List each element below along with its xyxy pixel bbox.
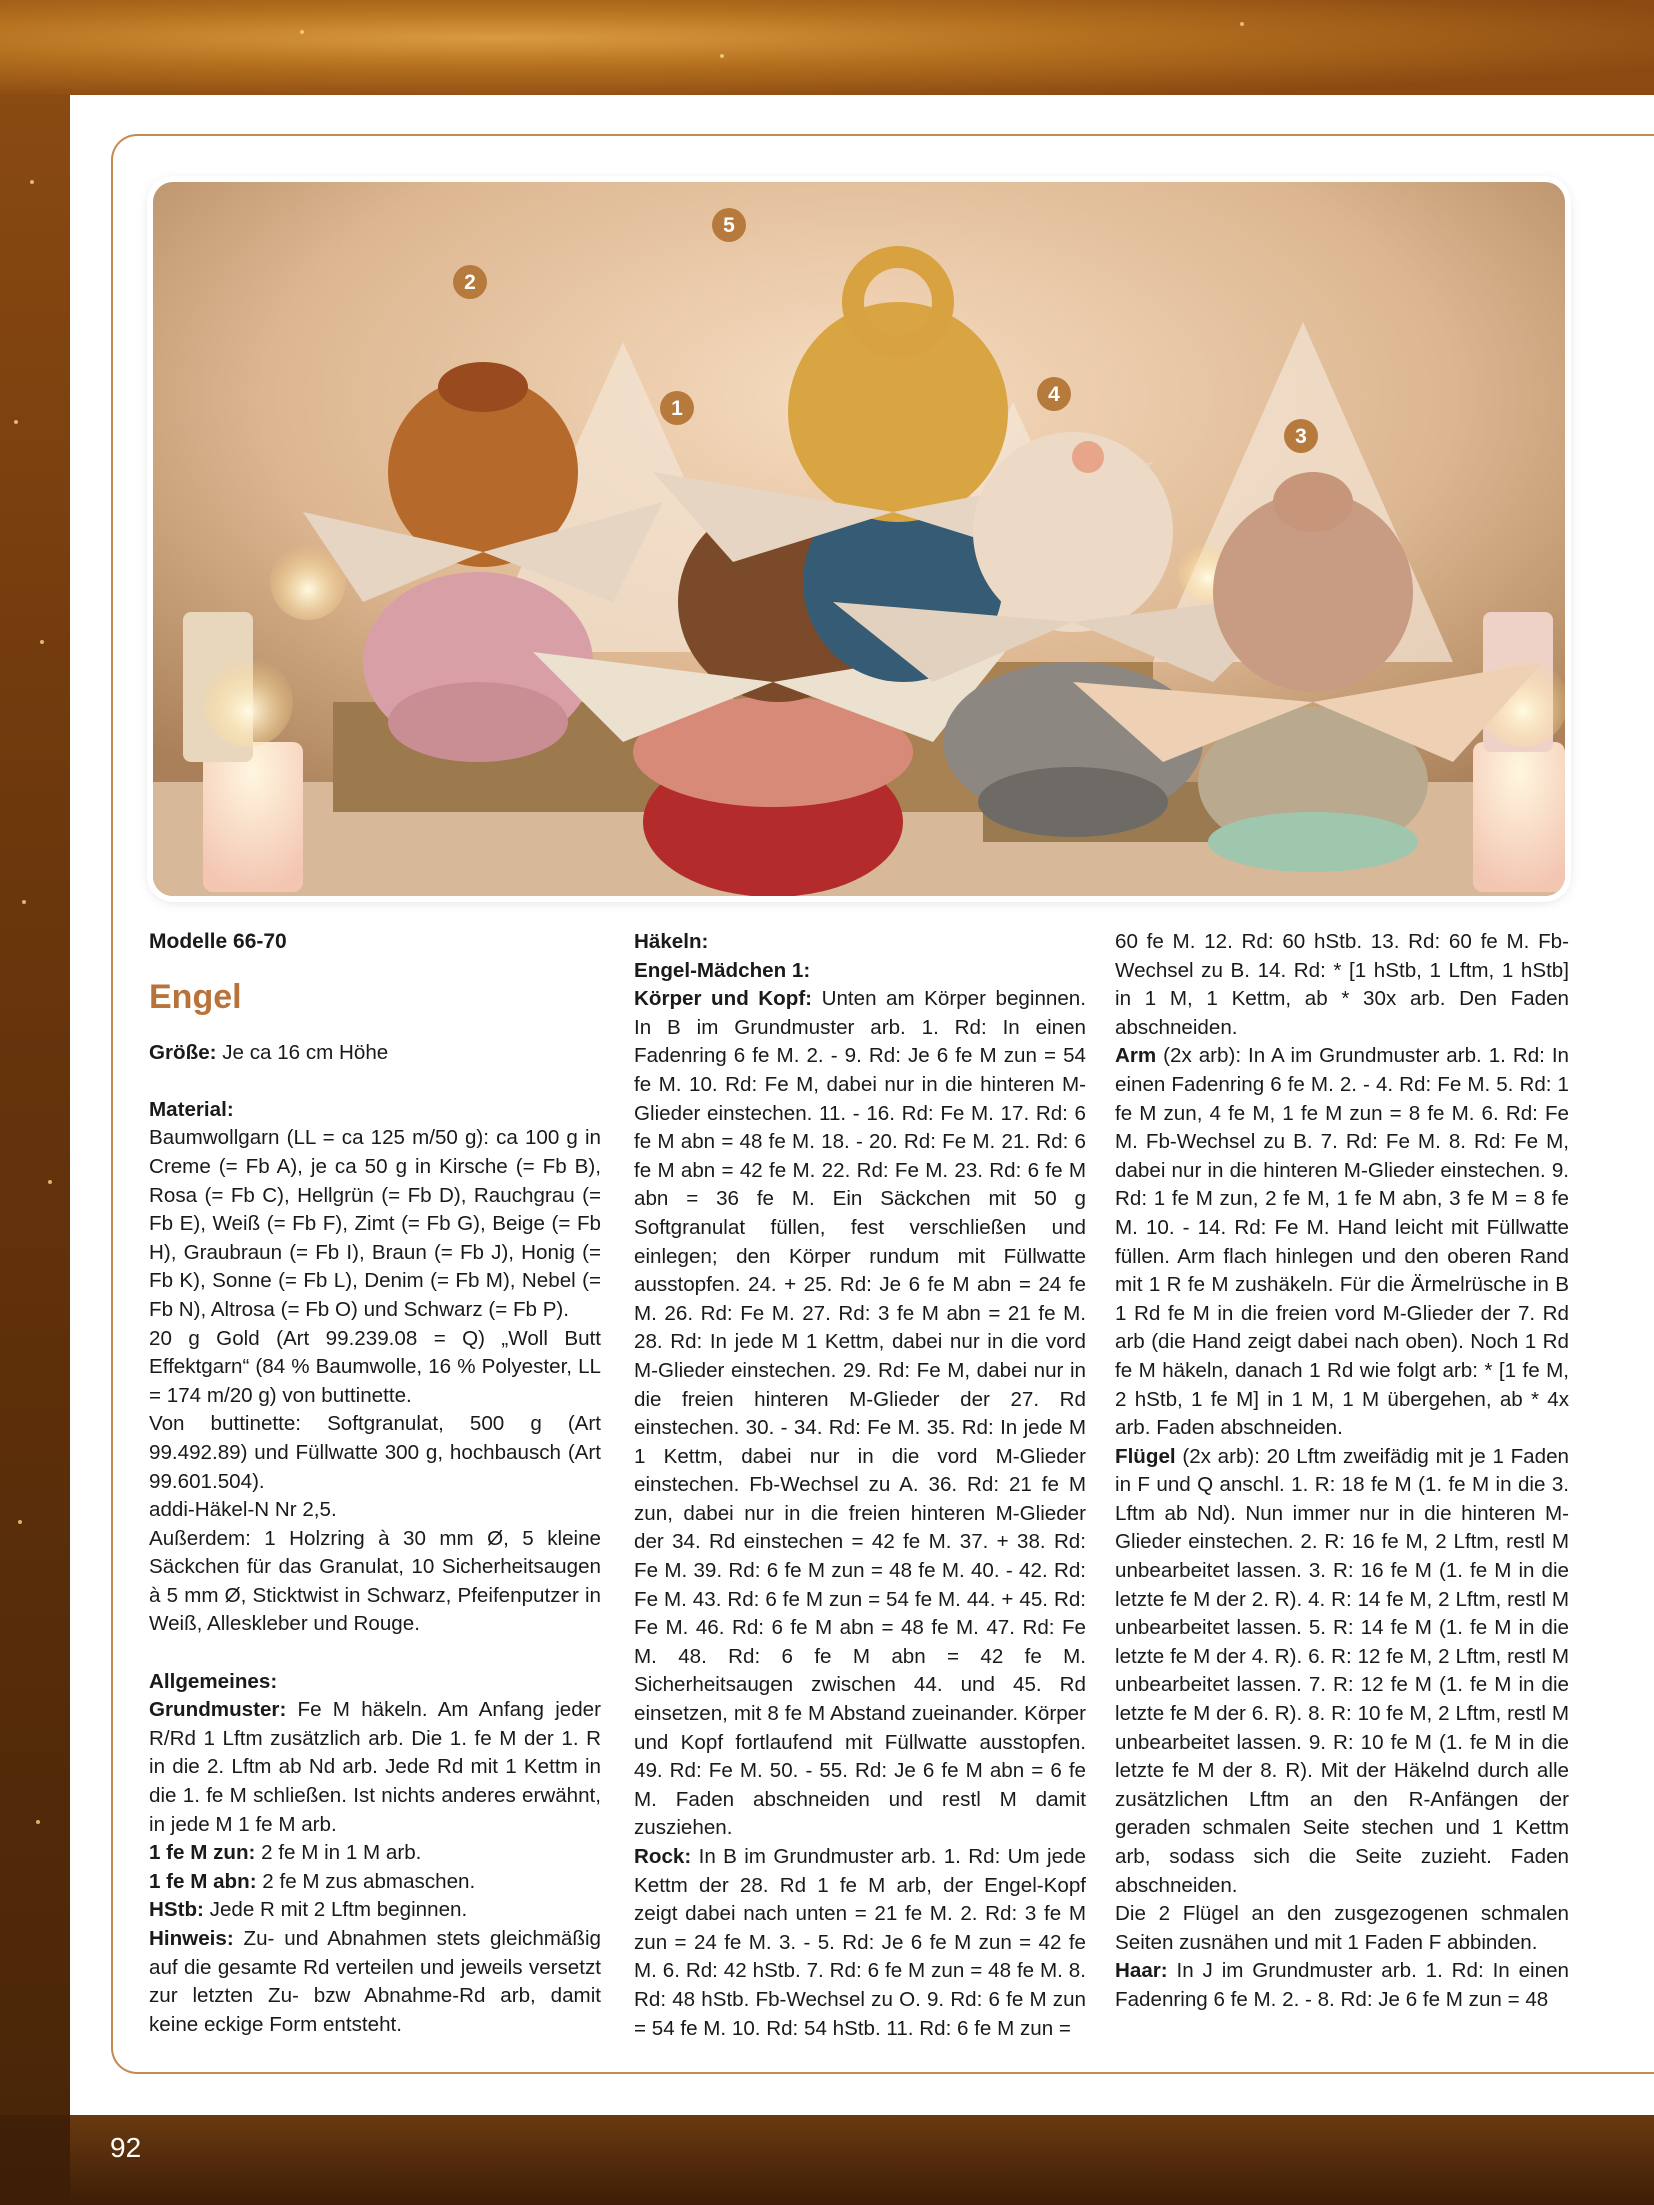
svg-text:5: 5 — [723, 214, 735, 237]
model-label: Modelle 66-70 — [149, 930, 287, 953]
page-title: Engel — [149, 977, 242, 1016]
grundmuster-label: Grundmuster: — [149, 1698, 287, 1722]
marker-1 — [660, 391, 694, 425]
buttinette-text: Von buttinette: Softgranulat, 500 g (Art 99.492.89) und Füllwatte 300 g, hochbausch (Art 99.601.504). — [149, 1412, 601, 1493]
left-background — [0, 95, 70, 2115]
continued-text: 60 fe M. 12. Rd: 60 hStb. 13. Rd: 60 fe M. Fb-Wechsel zu B. 14. Rd: * [1 hStb, 1 Lftm, 1 hStb] in 1 M, 1 Kettm, ab * 30x arb. Den Faden abschneiden. — [1115, 930, 1569, 1039]
size-label: Größe: — [149, 1040, 217, 1064]
material-text: Baumwollgarn (LL = ca 125 m/50 g): ca 100 g in Creme (= Fb A), je ca 50 g in Kirsche (= Fb B), Rosa (= Fb C), Hellgrün (= Fb D), Rauchgrau (= Fb E), Weiß (= Fb F), Zimt (= Fb G), Beige (= Fb H), Graubraun (= Fb I), Braun (= Fb J), Honig (= Fb K), Sonne (= Fb L), Denim (= Fb M), Nebel (= Fb N), Altrosa (= Fb O) und Schwarz (= Fb P). — [149, 1126, 601, 1321]
grundmuster-line — [149, 1696, 601, 1839]
column-3 — [1115, 928, 1569, 2015]
body-section — [634, 985, 1086, 1843]
body-text: Unten am Körper beginnen. In B im Grundmuster arb. 1. Rd: In einen Fadenring 6 fe M. 2. - 9. Rd: Je 6 fe M zun = 54 fe M. 10. Rd: Fe M, dabei nur in die hinteren M-Glieder einstechen. 11. - 16. Rd: Fe M. 17. Rd: 6 fe M abn = 48 fe M. 18. - 20. Rd: Fe M. 21. Rd: 6 fe M abn = 42 fe M. 22. Rd: Fe M. 23. Rd: 6 fe M abn = 36 fe M. Ein Säckchen mit 50 g Softgranulat füllen, fest verschließen und einlegen; den Körper rundum mit Füllwatte ausstopfen. 24. + 25. Rd: Je 6 fe M abn = 24 fe M. 26. Rd: Fe M. 27. Rd: 3 fe M abn = 21 fe M. 28. Rd: In jede M 1 Kettm, dabei nur in die vord M-Glieder einstechen. 29. Rd: Fe M, dabei nur in die freien hinteren M-Glieder der 27. Rd einstechen. 30. - 34. Rd: Fe M. 35. Rd: In jede M 1 Kettm, dabei nur in die vord M-Glieder einstechen. Fb-Wechsel zu A. 36. Rd: 21 fe M zun, dabei nur in die freien hinteren M-Glieder der 34. Rd einstechen = 42 fe M. 37. + 38. Rd: Fe M. 39. Rd: 6 fe M zun = 48 fe M. 40. - 42. Rd: Fe M. 43. Rd: 6 fe M zun = 54 fe M. 44. + 45. Rd: Fe M. 46. Rd: 6 fe M abn = 48 fe M. 47. Rd: Fe M. 48. Rd: 6 fe M abn = 42 fe M. Sicherheitsaugen zwischen 44. und 45. Rd einsetzen, mit 8 fe M Abstand zueinander. Körper und Kopf fortlaufend mit Füllwatte ausstopfen. 49. Rd: Fe M. 50. - 55. Rd: Je 6 fe M abn = 6 fe M. Faden abschneiden und restl M damit zusziehen. — [634, 987, 1086, 1840]
wing-section — [1115, 1443, 1569, 1901]
angel-subheading: Engel-Mädchen 1: — [634, 958, 811, 982]
hair-section — [1115, 1957, 1569, 2014]
abn-line — [149, 1868, 601, 1897]
hstb-text: Jede R mit 2 Lftm beginnen. — [209, 1898, 468, 1922]
hair-label: Haar: — [1115, 1959, 1168, 1983]
zun-text: 2 fe M in 1 M arb. — [261, 1841, 422, 1865]
arm-text: (2x arb): In A im Grundmuster arb. 1. Rd: In einen Fadenring 6 fe M. 2. - 4. Rd: Fe M. 5. Rd: 1 fe M zun, 4 fe M, 1 fe M zun = 8 fe M. 6. Rd: Fe M. Fb-Wechsel zu B. 7. Rd: Fe M. 8. Rd: Fe M, dabei nur in die hinteren M-Glieder einstechen. 9. Rd: 1 fe M zun, 2 fe M, 1 fe M abn, 3 fe M = 8 fe M. 10. - 14. Rd: Fe M. Hand leicht mit Füllwatte füllen. Arm flach hinlegen und den oberen Rand mit 1 R fe M zushäkeln. Für die Ärmelrüsche in B 1 Rd fe M in die freien vord M-Glieder der 7. Rd arb (die Hand zeigt dabei nach oben). Noch 1 Rd fe M häkeln, danach 1 Rd wie folgt arb: * [1 fe M, 2 hStb, 1 fe M] in 1 M, 1 M übergehen, ab * 4x arb. Faden abschneiden. — [1115, 1044, 1569, 1440]
size-line — [149, 1039, 601, 1068]
svg-text:2: 2 — [464, 271, 476, 294]
hinweis-text: Zu- und Abnahmen stets gleichmäßig auf die gesamte Rd verteilen und jeweils versetzt zur letzten Zu- bzw Abnahme-Rd arb, damit keine eckige Form entsteht. — [149, 1927, 601, 2036]
header-background — [0, 0, 1654, 95]
hinweis-line — [149, 1925, 601, 2039]
skirt-label: Rock: — [634, 1845, 692, 1868]
marker-4 — [1037, 377, 1071, 411]
marker-5 — [712, 208, 746, 242]
column-2 — [634, 928, 1086, 2043]
skirt-text: In B im Grundmuster arb. 1. Rd: Um jede Kettm der 28. Rd 1 fe M arb, der Engel-Kopf zeigt dabei nach unten = 21 fe M. 2. Rd: 3 fe M zun = 24 fe M. 3. - 5. Rd: Je 6 fe M zun = 42 fe M. 6. Rd: 42 hStb. 7. Rd: 6 fe M zun = 48 fe M. 8. Rd: 48 hStb. Fb-Wechsel zu O. 9. Rd: 6 fe M zun = 54 fe M. 10. Rd: 54 hStb. 11. Rd: 6 fe M zun = — [634, 1845, 1086, 2040]
hair-text: In J im Grundmuster arb. 1. Rd: In einen Fadenring 6 fe M. 2. - 8. Rd: Je 6 fe M zun = 48 — [1115, 1959, 1569, 2011]
extra-text: Außerdem: 1 Holzring à 30 mm Ø, 5 kleine Säckchen für das Granulat, 10 Sicherheitsaugen à 5 mm Ø, Sticktwist in Schwarz, Pfeifenputzer in Weiß, Alleskleber und Rouge. — [149, 1526, 601, 1636]
material-heading: Material: — [149, 1097, 234, 1121]
svg-text:1: 1 — [671, 397, 683, 420]
skirt-section — [634, 1843, 1086, 2043]
general-heading: Allgemeines: — [149, 1669, 278, 1693]
abn-text: 2 fe M zus abmaschen. — [262, 1869, 476, 1893]
zun-label: 1 fe M zun: — [149, 1841, 256, 1865]
page-number: 92 — [110, 2132, 142, 2163]
arm-section — [1115, 1042, 1569, 1442]
svg-text:3: 3 — [1295, 425, 1307, 448]
marker-3 — [1284, 419, 1318, 453]
angels-photo — [153, 182, 1565, 896]
body-label: Körper und Kopf: — [634, 987, 813, 1011]
hstb-label: HStb: — [149, 1898, 204, 1922]
wing-label: Flügel — [1115, 1444, 1176, 1468]
hinweis-label: Hinweis: — [149, 1927, 234, 1950]
hstb-line — [149, 1896, 601, 1925]
hook-text: addi-Häkel-N Nr 2,5. — [149, 1498, 337, 1522]
abn-label: 1 fe M abn: — [149, 1869, 257, 1893]
arm-label: Arm — [1115, 1044, 1157, 1068]
footer-band — [70, 2115, 1654, 2205]
marker-2 — [453, 265, 487, 299]
column-1 — [149, 928, 601, 2039]
join-text: Die 2 Flügel an den zusgezogenen schmalen Seiten zusnähen und mit 1 Faden F abbinden. — [1115, 1902, 1569, 1954]
zun-line — [149, 1839, 601, 1868]
wing-text: (2x arb): 20 Lftm zweifädig mit je 1 Faden in F und Q anschl. 1. R: 18 fe M (1. fe M in die 3. Lftm ab Nd). Nun immer nur in die hinteren M-Glieder einstechen. 2. R: 16 fe M, 2 Lftm, restl M unbearbeitet lassen. 3. R: 16 fe M (1. fe M in die letzte fe M der 2. R). 4. R: 14 fe M, 2 Lftm, restl M unbearbeitet lassen. 5. R: 14 fe M (1. fe M in die letzte fe M der 4. R). 6. R: 12 fe M, 2 Lftm, restl M unbearbeitet lassen. 7. R: 12 fe M (1. fe M in die letzte fe M der 6. R). 8. R: 10 fe M, 2 Lftm, restl M unbearbeitet lassen. 9. R: 10 fe M (1. fe M in die letzte fe M der 8. R). Mit der Häkelnd durch alle zusätzlichen Lftm an den R-Anfängen der geraden schmalen Seite stechen und 1 Kettm arb, sodass sich die Seite zuzieht. Faden abschneiden. — [1115, 1444, 1569, 1897]
grundmuster-text: Fe M häkeln. Am Anfang jeder R/Rd 1 Lftm zusätzlich arb. Die 1. fe M der 1. R in die 2. Lftm ab Nd arb. Jede Rd mit 1 Kettm in die 1. fe M schließen. Ist nichts anderes erwähnt, in jede M 1 fe M arb. — [149, 1698, 601, 1836]
size-text: Je ca 16 cm Höhe — [222, 1040, 389, 1064]
gold-text: 20 g Gold (Art 99.239.08 = Q) „Woll Butt Effektgarn“ (84 % Baumwolle, 16 % Polyester, LL = 174 m/20 g) von buttinette. — [149, 1326, 601, 1407]
crochet-heading: Häkeln: — [634, 930, 709, 953]
svg-text:4: 4 — [1048, 383, 1060, 406]
